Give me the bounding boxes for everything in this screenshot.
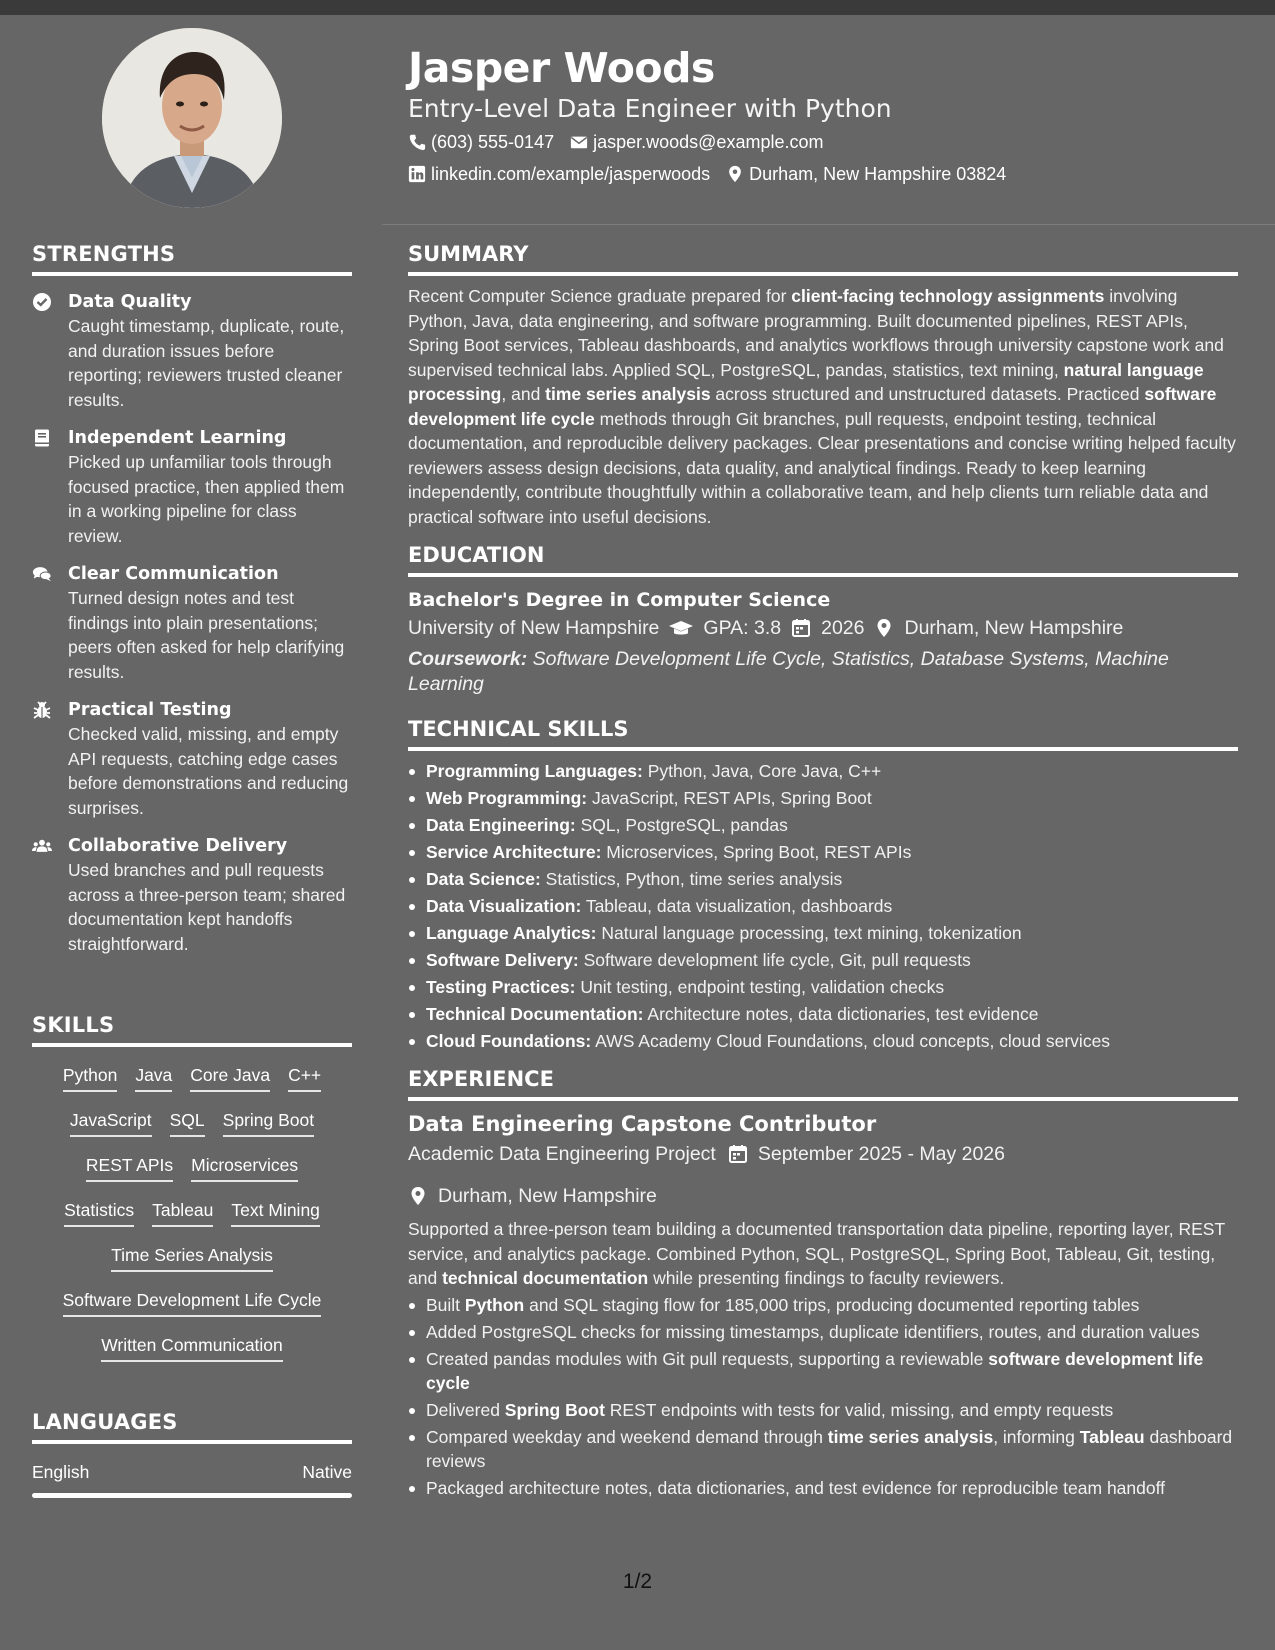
profile-photo: [102, 28, 282, 208]
strengths-section: [32, 242, 352, 956]
skill-category: Web Programming:: [426, 788, 588, 808]
list-item: Built Python and SQL staging flow for 185,000 trips, producing documented reporting tables: [408, 1293, 1238, 1317]
map-pin-icon: [726, 165, 744, 183]
experience-meta: [408, 1139, 1238, 1211]
email-link[interactable]: jasper.woods@example.com: [593, 132, 824, 152]
strength-item: [32, 698, 352, 820]
linkedin-icon: [408, 165, 426, 183]
list-item: [408, 894, 1238, 918]
gpa-text: GPA: 3.8: [703, 617, 782, 639]
strength-title: Independent Learning: [68, 428, 287, 448]
technical-skills-list: [408, 759, 1238, 1053]
main-column: [408, 242, 1238, 1503]
strength-description: Caught timestamp, duplicate, route, and duration issues before reporting; reviewers trusted cleaner results.: [68, 316, 345, 410]
header-divider: [382, 224, 1275, 225]
degree-title: Bachelor's Degree in Computer Science: [408, 589, 831, 611]
languages-heading: LANGUAGES: [32, 1410, 352, 1444]
check-circle-icon: [32, 292, 52, 312]
list-item: [408, 786, 1238, 810]
list-item: Delivered Spring Boot REST endpoints with tests for valid, missing, and empty requests: [408, 1398, 1238, 1422]
skill-category: Data Science:: [426, 869, 541, 889]
education-heading: EDUCATION: [408, 543, 1238, 577]
contact-row-2: [408, 158, 1238, 190]
skill-category: Language Analytics:: [426, 923, 597, 943]
skill-values: Software development life cycle, Git, pull requests: [583, 950, 971, 970]
summary-heading: SUMMARY: [408, 242, 1238, 276]
experience-heading: EXPERIENCE: [408, 1067, 1238, 1101]
linkedin-link[interactable]: linkedin.com/example/jasperwoods: [431, 164, 711, 184]
envelope-icon: [570, 133, 588, 151]
skill-category: Service Architecture:: [426, 842, 602, 862]
strength-title: Practical Testing: [68, 700, 232, 720]
resume-header: [408, 42, 1238, 190]
experience-location: Durham, New Hampshire: [438, 1185, 657, 1207]
strength-title: Clear Communication: [68, 564, 279, 584]
strength-item: [32, 290, 352, 412]
strengths-heading: STRENGTHS: [32, 242, 352, 276]
employment-dates: September 2025 - May 2026: [757, 1143, 1005, 1165]
users-icon: [32, 836, 52, 856]
experience-bullets: [408, 1293, 1238, 1500]
book-icon: [32, 428, 52, 448]
list-item: Created pandas modules with Git pull requests, supporting a reviewable software development life cycle: [408, 1347, 1238, 1395]
skill-values: JavaScript, REST APIs, Spring Boot: [591, 788, 872, 808]
strength-title: Collaborative Delivery: [68, 836, 288, 856]
skill-values: AWS Academy Cloud Foundations, cloud concepts, cloud services: [595, 1031, 1111, 1051]
language-name: English: [32, 1462, 90, 1482]
skill-values: SQL, PostgreSQL, pandas: [580, 815, 788, 835]
map-pin-icon: [874, 618, 894, 638]
list-item: [408, 1029, 1238, 1053]
skill-tag: Text Mining: [231, 1196, 320, 1227]
skill-tag-row: [32, 1106, 352, 1151]
skill-tags: [32, 1061, 352, 1376]
list-item: Packaged architecture notes, data dictionaries, and test evidence for reproducible team handoff: [408, 1476, 1238, 1500]
skill-category: Cloud Foundations:: [426, 1031, 592, 1051]
skill-tag: Microservices: [191, 1151, 298, 1182]
skill-tag: Time Series Analysis: [111, 1241, 273, 1272]
skill-tag: Java: [135, 1061, 172, 1092]
skill-category: Technical Documentation:: [426, 1004, 644, 1024]
list-item: [408, 1002, 1238, 1026]
skill-category: Programming Languages:: [426, 761, 643, 781]
top-bar: [0, 0, 1275, 15]
list-item: [408, 867, 1238, 891]
skill-tag: Statistics: [64, 1196, 134, 1227]
education-meta: [408, 613, 1238, 643]
languages-section: [32, 1410, 352, 1498]
list-item: [408, 921, 1238, 945]
skill-category: Data Visualization:: [426, 896, 582, 916]
skill-tag: Python: [63, 1061, 117, 1092]
skill-tag: JavaScript: [70, 1106, 152, 1137]
skill-tag-row: [32, 1151, 352, 1196]
location-text: Durham, New Hampshire 03824: [749, 164, 1007, 184]
skill-tag: Spring Boot: [223, 1106, 314, 1137]
position-title: Data Engineering Capstone Contributor: [408, 1112, 877, 1136]
contact-row-1: [408, 126, 1238, 158]
skill-category: Data Engineering:: [426, 815, 576, 835]
calendar-icon: [728, 1144, 748, 1164]
skills-heading: SKILLS: [32, 1013, 352, 1047]
list-item: [408, 813, 1238, 837]
graduation-year: 2026: [821, 617, 865, 639]
skill-tag-row: [32, 1331, 352, 1376]
skill-tag: Tableau: [152, 1196, 213, 1227]
strength-item: [32, 834, 352, 956]
school-name: University of New Hampshire: [408, 617, 660, 639]
language-item: [32, 1462, 352, 1483]
comments-icon: [32, 564, 52, 584]
skill-tag: Written Communication: [101, 1331, 283, 1362]
list-item: [408, 759, 1238, 783]
graduation-cap-icon: [669, 618, 693, 638]
skill-tag-row: [32, 1196, 352, 1241]
strength-title: Data Quality: [68, 292, 192, 312]
skill-values: Architecture notes, data dictionaries, test evidence: [647, 1004, 1039, 1024]
list-item: Added PostgreSQL checks for missing timestamps, duplicate identifiers, routes, and duration values: [408, 1320, 1238, 1344]
skill-tag-row: [32, 1061, 352, 1106]
strength-item: [32, 426, 352, 548]
language-level: Native: [302, 1462, 352, 1482]
candidate-name: Jasper Woods: [408, 44, 715, 92]
strength-item: [32, 562, 352, 684]
skills-section: [32, 1013, 352, 1376]
skill-values: Unit testing, endpoint testing, validation checks: [580, 977, 945, 997]
map-pin-icon: [408, 1186, 428, 1206]
skill-values: Python, Java, Core Java, C++: [647, 761, 882, 781]
coursework: [408, 647, 1238, 697]
experience-description: Supported a three-person team building a documented transportation data pipeline, reporting layer, REST service, and analytics package. Combined Python, SQL, PostgreSQL, Spring Boot, Tableau, Git, testing, and technical documentation while presenting findings to faculty reviewers.: [408, 1219, 1225, 1288]
list-item: [408, 840, 1238, 864]
skill-category: Software Delivery:: [426, 950, 579, 970]
education-location: Durham, New Hampshire: [904, 617, 1124, 639]
skill-values: Natural language processing, text mining, tokenization: [601, 923, 1022, 943]
skill-tag: Core Java: [190, 1061, 270, 1092]
strength-description: Picked up unfamiliar tools through focused practice, then applied them in a working pipeline for class review.: [68, 452, 345, 546]
skill-category: Testing Practices:: [426, 977, 576, 997]
strength-description: Checked valid, missing, and empty API requests, catching edge cases before demonstrations and reducing surprises.: [68, 724, 349, 818]
phone-icon: [408, 133, 426, 151]
avatar: [102, 28, 282, 208]
bug-icon: [32, 700, 52, 720]
organization: Academic Data Engineering Project: [408, 1143, 716, 1165]
coursework-list: Software Development Life Cycle, Statistics, Database Systems, Machine Learning: [408, 648, 1169, 695]
phone-number[interactable]: (603) 555-0147: [431, 132, 555, 152]
strength-description: Turned design notes and test findings into plain presentations; peers often asked for help clarifying results.: [68, 588, 345, 682]
strength-description: Used branches and pull requests across a three-person team; shared documentation kept handoffs straightforward.: [68, 860, 346, 954]
language-proficiency-bar: [32, 1493, 352, 1498]
skill-values: Microservices, Spring Boot, REST APIs: [606, 842, 912, 862]
skill-values: Tableau, data visualization, dashboards: [585, 896, 893, 916]
skill-tag: REST APIs: [86, 1151, 173, 1182]
list-item: [408, 948, 1238, 972]
skill-tag-row: [32, 1241, 352, 1286]
technical-skills-heading: TECHNICAL SKILLS: [408, 717, 1238, 751]
calendar-icon: [791, 618, 811, 638]
skill-tag-row: [32, 1286, 352, 1331]
list-item: [408, 975, 1238, 999]
page-number: 1/2: [622, 1570, 653, 1593]
skill-tag: SQL: [170, 1106, 205, 1137]
skill-values: Statistics, Python, time series analysis: [545, 869, 843, 889]
skill-tag: C++: [288, 1061, 321, 1092]
job-title: Entry-Level Data Engineer with Python: [408, 94, 892, 123]
summary-text: Recent Computer Science graduate prepared for client-facing technology assignments involving Python, Java, data engineering, and software programming. Built documented pipelines, REST APIs, Spring Boot services, Tableau dashboards, and analytics workflows through university capstone work and supervised technical labs. Applied SQL, PostgreSQL, pandas, statistics, text mining, natural language processing, and time series analysis across structured and unstructured datasets. Practiced software development life cycle methods through Git branches, pull requests, endpoint testing, technical documentation, and reproducible delivery packages. Clear presentations and concise writing helped faculty reviewers assess design decisions, data quality, and analytical findings. Ready to keep learning independently, contribute thoughtfully within a collaborative team, and help clients turn reliable data and practical software into useful decisions.: [408, 286, 1236, 527]
list-item: Compared weekday and weekend demand through time series analysis, informing Tableau dashboard reviews: [408, 1425, 1238, 1473]
skill-tag: Software Development Life Cycle: [63, 1286, 322, 1317]
coursework-label: Coursework:: [408, 648, 528, 670]
